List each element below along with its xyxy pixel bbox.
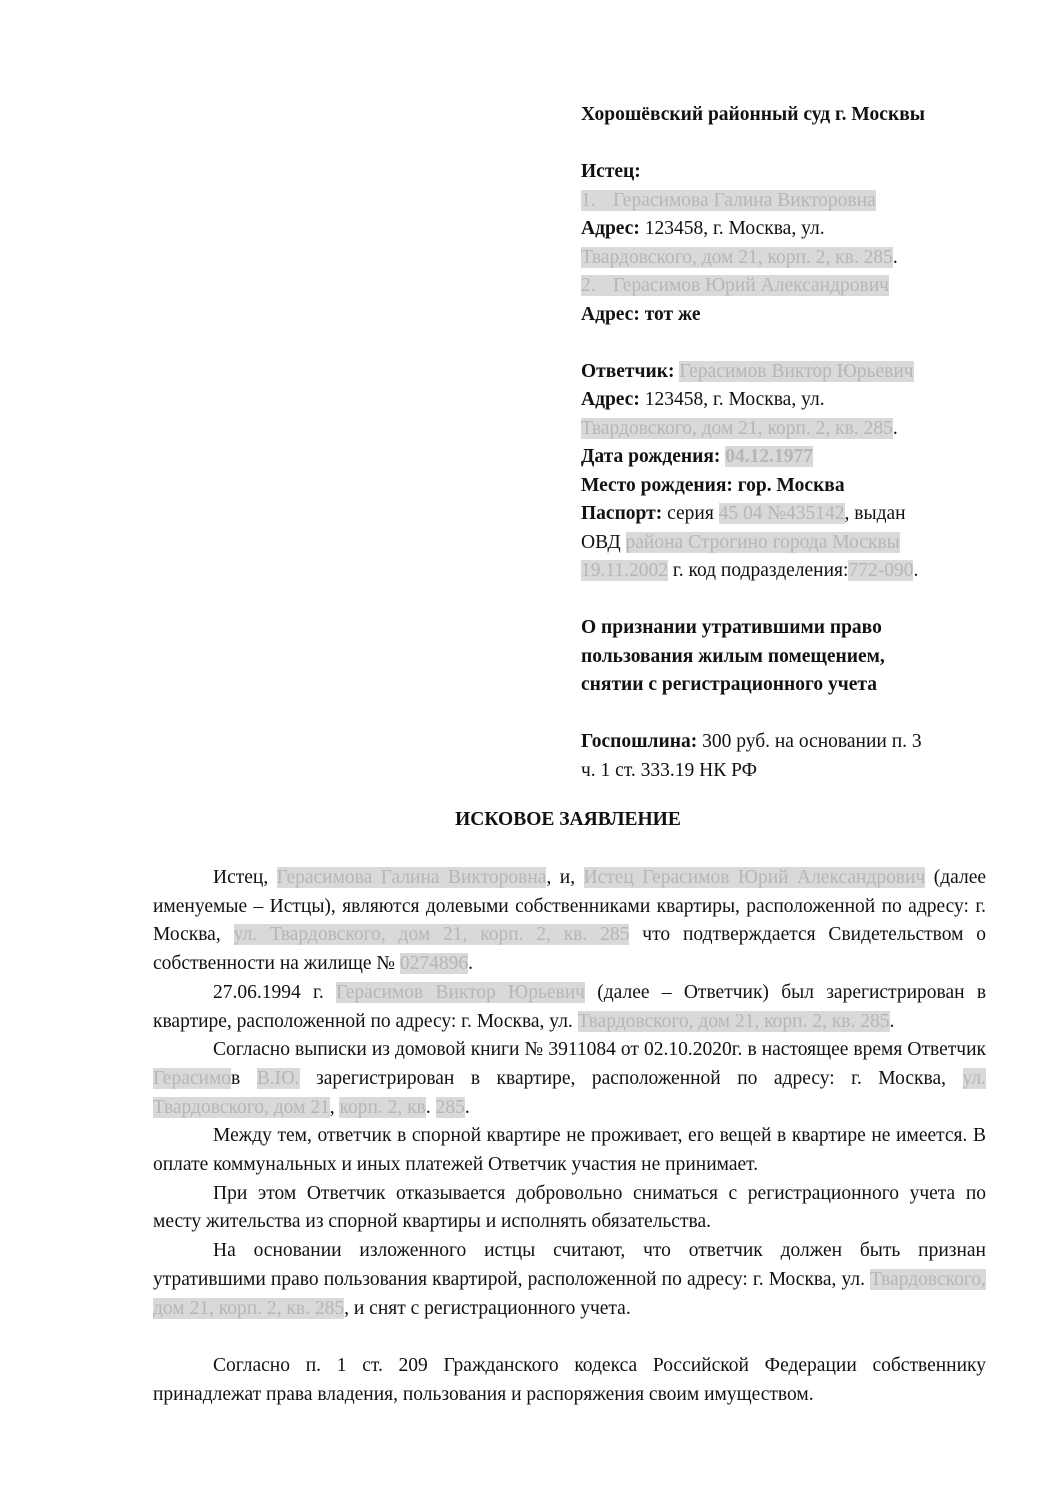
birthdate: 04.12.1977	[725, 446, 814, 467]
address-label: Адрес:	[581, 218, 640, 239]
document-title: ИСКОВОЕ ЗАЯВЛЕНИЕ	[455, 809, 681, 830]
paragraph-2: 27.06.1994 г. Герасимов Виктор Юрьевич (далее – Ответчик) был зарегистрирован в квартире, расположенной по адресу: г. Москва, ул. Твардовского, дом 21, корп. 2, кв. 285.	[153, 981, 987, 1032]
defendant-label: Ответчик:	[581, 360, 675, 382]
issuing-authority: района Строгино города Москвы	[625, 531, 900, 553]
paragraph-6: На основании изложенного истцы считают, что ответчик должен быть признан утратившими право пользования квартирой, расположенной по адресу: г. Москва, ул. Твардовского, дом 21, корп. 2, кв. 285, и снят с регистрационного учета.	[153, 1240, 987, 1319]
birthdate-label: Дата рождения:	[581, 446, 721, 467]
plaintiff-label: Истец:	[581, 161, 641, 182]
plaintiff-2: 2. Герасимов Юрий Александрович	[581, 275, 889, 296]
birthplace: Место рождения: гор. Москва	[581, 474, 845, 496]
fee-label: Госпошлина:	[581, 731, 698, 752]
same-address: Адрес: тот же	[581, 303, 701, 325]
issue-date: 19.11.2002	[581, 560, 669, 581]
subject-line-1: О признании утратившими право	[581, 617, 882, 638]
case-header: Хорошёвский районный суд г. Москвы Истец: 1. Герасимова Галина Викторовна Адрес: 123458, г. Москва, ул. Твардовского, дом 21, корп. 2, кв. 285. 2. Герасимов Юрий Александрович Адрес: тот же Ответчик: Герасимов Виктор Юрьевич Адрес: 123458, г. Москва, ул. Твардовского, дом 21, корп. 2, кв. 285. Дата рождения: 04.12.1977 Место рождения: гор. Москва Паспорт: серия 45 04 №435142, выдан ОВД района Строгино города Москвы 19.11.2002 г. код подразделения:772-090. О признании утратившими право пользования жилым помещением, снятии с регистрационного учета Госпошлина: 300 руб. на основании п. 3 ч. 1 ст. 333.19 НК РФ	[581, 101, 961, 785]
paragraph-7: Согласно п. 1 ст. 209 Гражданского кодекса Российской Федерации собственнику принадлежат права владения, пользования и распоряжения своим имуществом.	[153, 1354, 986, 1405]
paragraph-5: При этом Ответчик отказывается добровольно сниматься с регистрационного учета по месту жительства из спорной квартиры и исполнять обязательства.	[153, 1182, 986, 1233]
fee-line-1: 300 руб. на основании п. 3	[702, 731, 922, 752]
defendant-address-line-1: 123458, г. Москва, ул.	[644, 389, 825, 410]
paragraph-1: Истец, Герасимова Галина Викторовна, и, Истец Герасимов Юрий Александрович (далее именуемые – Истцы), являются долевыми собственниками квартиры, расположенной по адресу: г. Москва, ул. Твардовского, дом 21, корп. 2, кв. 285 что подтверждается Свидетельством о собственности на жилище № 0274896.	[153, 867, 987, 975]
passport-label: Паспорт:	[581, 503, 663, 524]
address-line-1: 123458, г. Москва, ул.	[644, 218, 825, 239]
passport-number: 45 04 №435142	[718, 503, 845, 524]
subject-line-3: снятии с регистрационного учета	[581, 674, 877, 695]
paragraph-3: Согласно выписки из домовой книги № 3911084 от 02.10.2020г. в настоящее время Ответчик Герасимов В.Ю. зарегистрирован в квартире, расположенной по адресу: г. Москва, ул. Твардовского, дом 21, корп. 2, кв. 285.	[153, 1039, 986, 1118]
fee-line-2: ч. 1 ст. 333.19 НК РФ	[581, 759, 758, 781]
defendant-address-label: Адрес:	[581, 389, 640, 410]
paragraph-4: Между тем, ответчик в спорной квартире не проживает, его вещей в квартире не имеется. В оплате коммунальных и иных платежей Ответчик участия не принимает.	[153, 1125, 986, 1176]
defendant-name: Герасимов Виктор Юрьевич	[679, 360, 914, 382]
address-line-2: Твардовского, дом 21, корп. 2, кв. 285	[581, 246, 893, 268]
plaintiff-1: 1. Герасимова Галина Викторовна	[581, 189, 876, 211]
subject-line-2: пользования жилым помещением,	[581, 645, 885, 667]
claim-body	[153, 864, 986, 1409]
court-name: Хорошёвский районный суд г. Москвы	[581, 104, 925, 125]
defendant-address-line-2: Твардовского, дом 21, корп. 2, кв. 285	[581, 417, 893, 439]
division-code: 772-090	[848, 560, 914, 581]
